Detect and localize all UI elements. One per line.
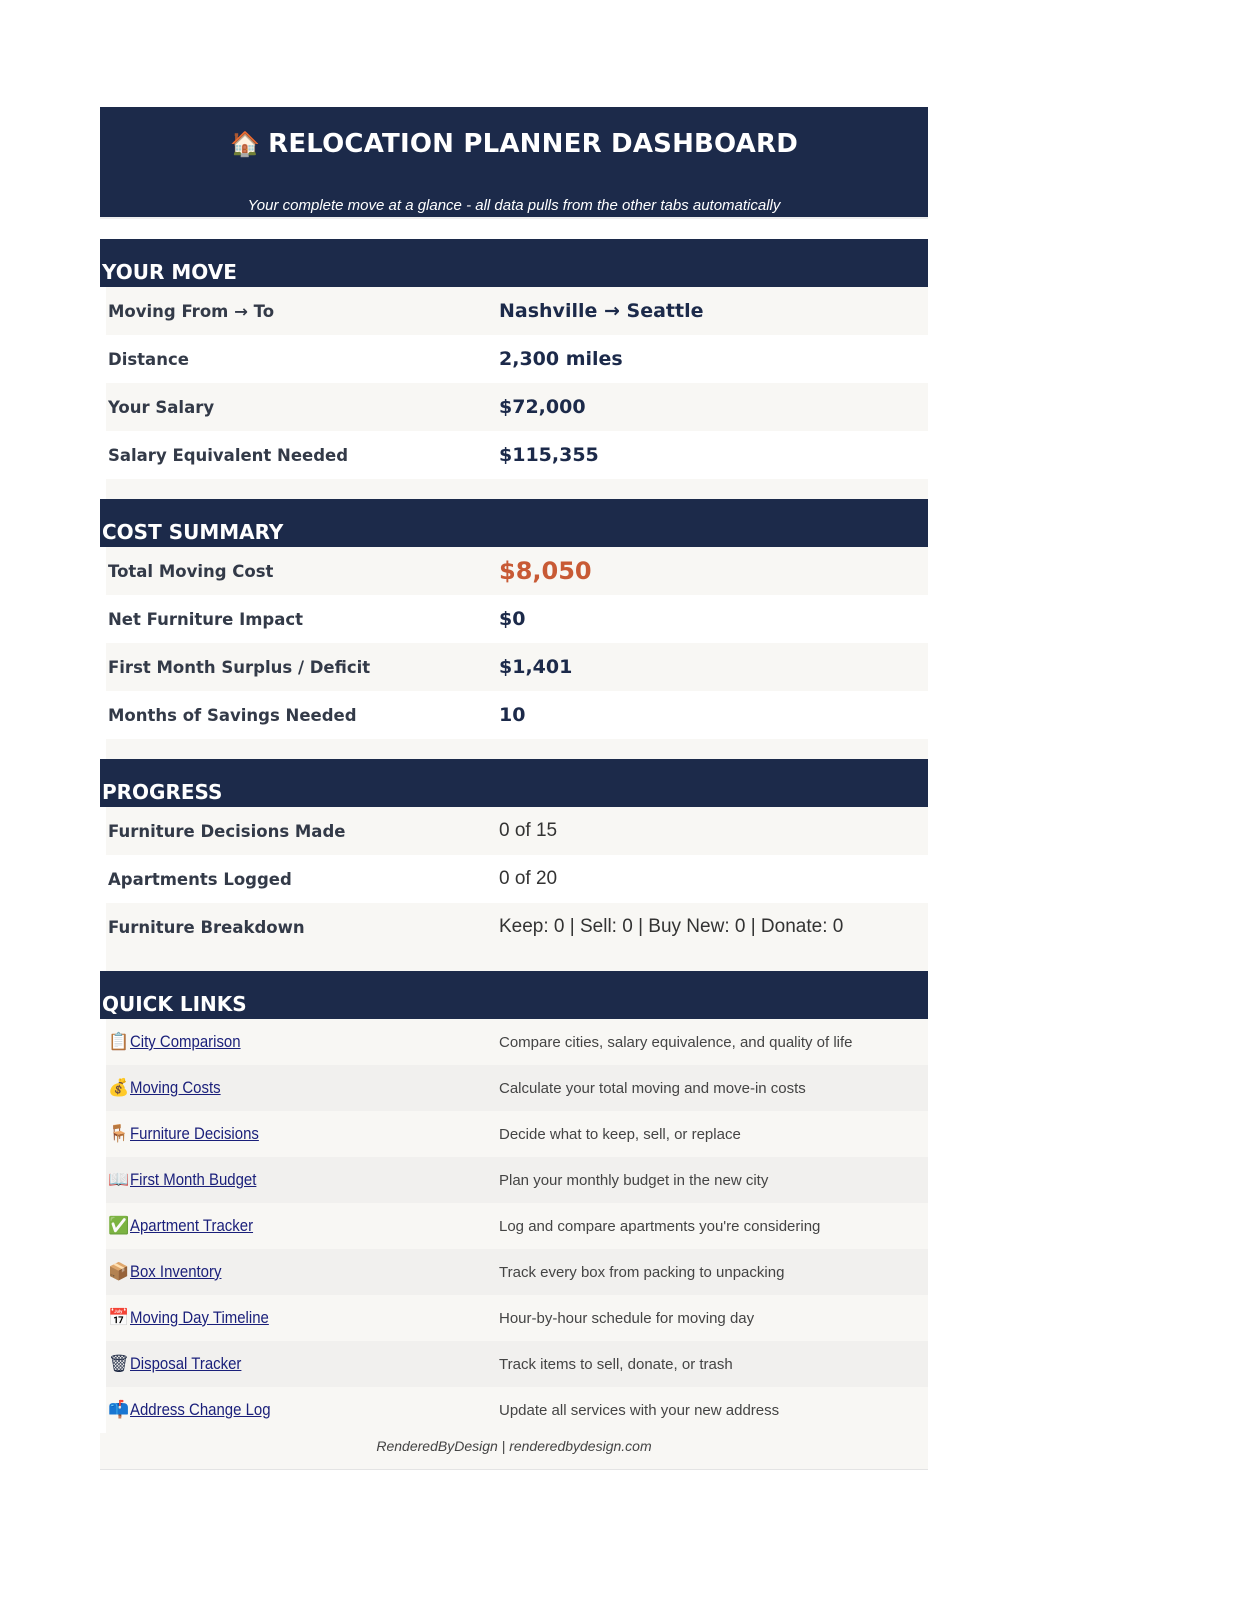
row-value: 0 of 20 (499, 868, 558, 889)
page-subtitle: Your complete move at a glance - all data pulls from the other tabs automatically (247, 197, 781, 214)
link-furniture-decisions[interactable]: Furniture Decisions (130, 1124, 259, 1143)
row-label: Distance (108, 349, 189, 369)
info-row (106, 807, 928, 855)
link-description: Plan your monthly budget in the new city (499, 1171, 769, 1189)
link-address-change-log[interactable]: Address Change Log (130, 1400, 271, 1419)
section-header-quick-links (100, 971, 928, 1019)
box-icon: 📦 (108, 1262, 130, 1282)
section-spacer (106, 479, 928, 499)
link-description: Decide what to keep, sell, or replace (499, 1125, 741, 1143)
link-description: Calculate your total moving and move-in costs (499, 1079, 806, 1097)
row-value: Keep: 0 | Sell: 0 | Buy New: 0 | Donate: 0 (499, 916, 844, 937)
link-description: Hour-by-hour schedule for moving day (499, 1309, 755, 1327)
book-icon: 📖 (108, 1170, 130, 1190)
quick-link-row (106, 1111, 928, 1157)
info-row (106, 431, 928, 479)
link-disposal-tracker[interactable]: Disposal Tracker (130, 1354, 242, 1373)
row-value: $1,401 (499, 656, 573, 678)
row-label: Your Salary (108, 397, 215, 417)
row-label: Months of Savings Needed (108, 705, 357, 725)
chair-icon: 🪑 (108, 1124, 130, 1144)
link-box-inventory[interactable]: Box Inventory (130, 1262, 222, 1281)
link-first-month-budget[interactable]: First Month Budget (130, 1170, 257, 1189)
header-banner (100, 107, 928, 217)
section-header-your-move (100, 239, 928, 287)
section-title: PROGRESS (102, 780, 223, 804)
divider (100, 217, 928, 239)
section-spacer (106, 951, 928, 971)
link-moving-costs[interactable]: Moving Costs (130, 1078, 221, 1097)
row-value: 2,300 miles (499, 348, 623, 370)
info-row (106, 691, 928, 739)
total-moving-cost-value: $8,050 (499, 557, 592, 585)
mailbox-icon: 📫 (108, 1400, 130, 1420)
info-row (106, 547, 928, 595)
house-icon: 🏠 (230, 130, 261, 158)
quick-link-row (106, 1295, 928, 1341)
link-description: Log and compare apartments you're considering (499, 1217, 821, 1235)
clipboard-icon: 📋 (108, 1032, 130, 1052)
dashboard-sheet (100, 107, 928, 1470)
row-value: $72,000 (499, 396, 586, 418)
section-header-cost-summary (100, 499, 928, 547)
info-row (106, 643, 928, 691)
link-apartment-tracker[interactable]: Apartment Tracker (130, 1216, 254, 1235)
row-label: Net Furniture Impact (108, 609, 304, 629)
link-moving-day-timeline[interactable]: Moving Day Timeline (130, 1308, 269, 1327)
quick-link-row (106, 1341, 928, 1387)
section-title: COST SUMMARY (102, 520, 284, 544)
row-value: 0 of 15 (499, 820, 558, 841)
info-row (106, 855, 928, 903)
page-title-wrap (100, 129, 928, 159)
footer-credit: RenderedByDesign | renderedbydesign.com (100, 1433, 928, 1470)
check-icon: ✅ (108, 1216, 130, 1236)
row-label: Apartments Logged (108, 869, 292, 889)
row-label: Total Moving Cost (108, 561, 274, 581)
info-row (106, 287, 928, 335)
row-value: 10 (499, 704, 526, 726)
section-title: QUICK LINKS (102, 992, 247, 1016)
link-description: Track every box from packing to unpacking (499, 1263, 785, 1281)
section-title: YOUR MOVE (102, 260, 237, 284)
info-row (106, 595, 928, 643)
row-label: Moving From → To (108, 301, 275, 321)
quick-link-row (106, 1249, 928, 1295)
money-bag-icon: 💰 (108, 1078, 130, 1098)
info-row (106, 335, 928, 383)
link-description: Compare cities, salary equivalence, and quality of life (499, 1033, 853, 1051)
link-description: Update all services with your new address (499, 1401, 780, 1419)
link-city-comparison[interactable]: City Comparison (130, 1032, 241, 1051)
row-label: First Month Surplus / Deficit (108, 657, 371, 677)
row-value: Nashville → Seattle (499, 300, 704, 322)
quick-link-row (106, 1019, 928, 1065)
row-label: Furniture Breakdown (108, 917, 305, 937)
link-description: Track items to sell, donate, or trash (499, 1355, 733, 1373)
page-title: RELOCATION PLANNER DASHBOARD (268, 129, 798, 159)
section-spacer (106, 739, 928, 759)
calendar-icon: 📅 (108, 1308, 130, 1328)
quick-link-row (106, 1157, 928, 1203)
row-label: Salary Equivalent Needed (108, 445, 349, 465)
info-row (106, 383, 928, 431)
trash-icon: 🗑 (108, 1354, 130, 1374)
quick-link-row (106, 1203, 928, 1249)
row-value: $0 (499, 608, 526, 630)
quick-link-row (106, 1065, 928, 1111)
quick-link-row (106, 1387, 928, 1433)
row-label: Furniture Decisions Made (108, 821, 346, 841)
info-row (106, 903, 928, 951)
section-header-progress (100, 759, 928, 807)
row-value: $115,355 (499, 444, 599, 466)
